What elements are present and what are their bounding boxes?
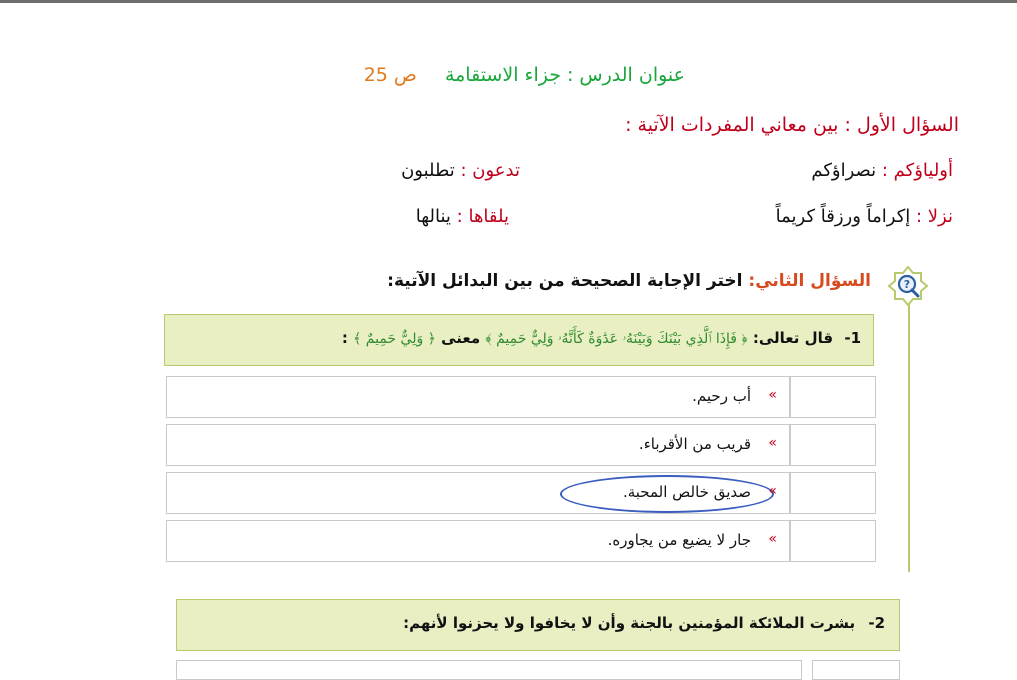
chevron-bullet-icon: »	[768, 435, 777, 451]
answer-box[interactable]	[166, 376, 790, 418]
q1-meaning: إكراماً ورزقاً كريماً	[775, 206, 911, 227]
answer-checkbox-partial[interactable]	[812, 660, 900, 680]
chevron-bullet-icon: »	[768, 483, 777, 499]
q2-heading	[387, 271, 871, 291]
q1-meaning: ينالها	[415, 206, 451, 227]
q1-word: أولياؤكم :	[881, 160, 953, 181]
answer-checkbox[interactable]	[790, 376, 876, 418]
chevron-bullet-icon: »	[768, 531, 777, 547]
q1-word: نزلا :	[916, 206, 953, 227]
answer-checkbox[interactable]	[790, 472, 876, 514]
q1-meaning: نصراؤكم	[811, 160, 877, 181]
answer-box[interactable]	[166, 424, 790, 466]
svg-text:?: ?	[903, 278, 911, 291]
q1-item-1	[811, 160, 953, 181]
q2-label: السؤال الثاني:	[748, 271, 871, 291]
q1-heading: السؤال الأول : بين معاني المفردات الآتية :	[625, 114, 959, 136]
answer-option[interactable]	[164, 424, 876, 466]
section-divider-line	[908, 300, 910, 572]
top-border	[0, 0, 1017, 3]
question-suffix: :	[341, 329, 348, 347]
answer-checkbox[interactable]	[790, 424, 876, 466]
question-number: 1-	[844, 329, 861, 347]
q2-instruction: اختر الإجابة الصحيحة من بين البدائل الآتية:	[387, 271, 743, 291]
q1-item-2	[401, 160, 520, 181]
q1-word: يلقاها :	[456, 206, 509, 227]
answer-box[interactable]	[166, 520, 790, 562]
question-text: بشرت الملائكة المؤمنين بالجنة وأن لا يخافوا ولا يحزنوا لأنهم:	[403, 614, 856, 632]
answer-text: جار لا يضيع من يجاوره.	[607, 531, 751, 549]
question-1-text	[342, 329, 861, 347]
answer-box[interactable]	[166, 472, 790, 514]
quran-verse: ﴿ فَإِذَا ٱلَّذِي بَيْنَكَ وَبَيْنَهُۥ عَدَٰوَةٌ كَأَنَّهُۥ وَلِيٌّ حَمِيمٌ ﴾	[485, 331, 748, 347]
lesson-title-line	[364, 64, 685, 86]
q1-item-3	[776, 206, 953, 227]
quran-phrase: ﴿ وَلِيٌّ حَمِيمٌ ﴾	[353, 331, 436, 347]
question-2-text	[403, 614, 885, 632]
question-magnifier-icon	[888, 266, 928, 306]
answer-checkbox[interactable]	[790, 520, 876, 562]
answer-box-partial[interactable]	[176, 660, 802, 680]
question-prefix: قال تعالى:	[752, 329, 834, 347]
question-middle: معنى	[441, 329, 481, 347]
lesson-title: عنوان الدرس : جزاء الاستقامة	[444, 64, 685, 86]
answer-option[interactable]	[164, 376, 876, 418]
q1-meaning: تطلبون	[401, 160, 455, 181]
q1-word: تدعون :	[460, 160, 520, 181]
answer-text: صديق خالص المحبة.	[622, 483, 751, 501]
question-1-bar	[164, 314, 874, 366]
q1-item-4	[416, 206, 509, 227]
chevron-bullet-icon: »	[768, 387, 777, 403]
answer-text: قريب من الأقرباء.	[638, 435, 751, 453]
answer-option[interactable]	[164, 520, 876, 562]
lesson-page: ص 25	[363, 64, 417, 86]
answer-option-selected[interactable]	[164, 472, 876, 514]
question-number: 2-	[868, 614, 885, 632]
answer-text: أب رحيم.	[692, 387, 751, 405]
question-2-bar	[176, 599, 900, 651]
